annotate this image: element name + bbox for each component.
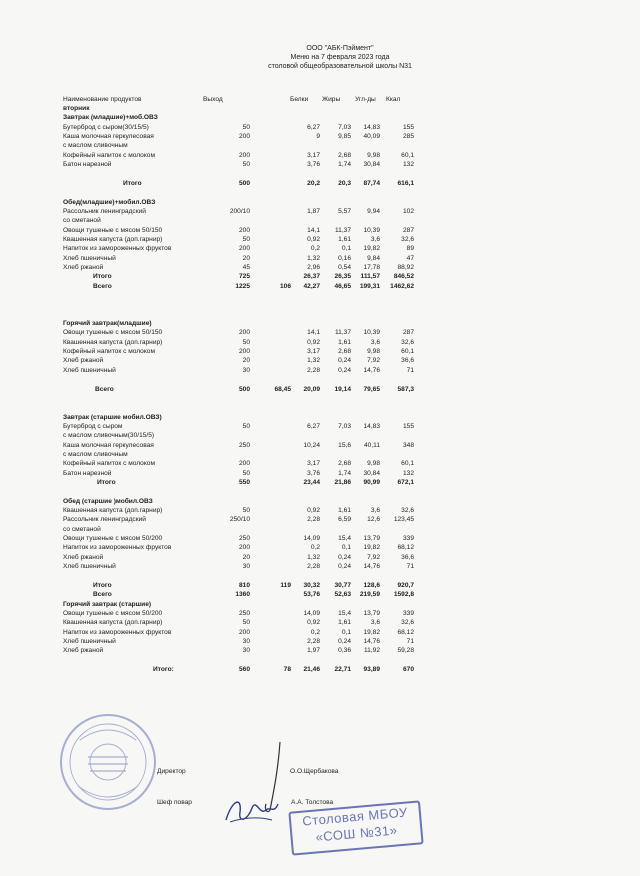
item-fat: 0,1	[341, 245, 351, 253]
item-name: со сметаной	[63, 217, 101, 225]
item-fat: 19,14	[334, 385, 351, 393]
item-output: 50	[242, 422, 250, 430]
item-kcal: 155	[402, 123, 414, 131]
item-name: Хлеб ржаной	[63, 553, 104, 561]
item-output: 250	[238, 441, 250, 449]
item-kcal: 32,6	[401, 507, 414, 515]
item-name: Итого	[93, 273, 112, 281]
item-kcal: 36,6	[401, 553, 414, 561]
item-kcal: 32,6	[401, 338, 414, 346]
item-protein: 6,27	[307, 123, 320, 131]
item-kcal: 287	[402, 226, 414, 234]
item-protein: 1,32	[307, 553, 320, 561]
item-kcal: 88,92	[397, 263, 414, 271]
item-output: 50	[242, 235, 250, 243]
item-name: Напиток из замороженных фруктов	[63, 245, 172, 253]
item-carbs: 13,79	[363, 609, 380, 617]
item-kcal: 89	[406, 245, 414, 253]
item-fat: 7,03	[338, 123, 351, 131]
item-output: 200	[238, 348, 250, 356]
item-name: Овощи тушеные с мясом 50/150	[63, 329, 163, 337]
item-output: 500	[238, 385, 250, 393]
header-menu-date: Меню на 7 февраля 2023 года	[290, 54, 390, 61]
item-name: Всего	[93, 591, 112, 599]
item-output: 1360	[235, 591, 250, 599]
item-fat: 46,65	[334, 282, 351, 290]
col-out-header: Выход	[203, 96, 223, 103]
item-fat: 0,1	[341, 628, 351, 636]
item-name: Батон нарезной	[63, 469, 112, 477]
item-fat: 15,4	[338, 535, 351, 543]
item-output: 200	[238, 151, 250, 159]
item-carbs: 3,6	[370, 235, 380, 243]
item-carbs: 11,92	[363, 647, 380, 655]
item-protein: 3,17	[307, 460, 320, 468]
item-carbs: 7,92	[367, 553, 380, 561]
item-output: 200/10	[229, 207, 250, 215]
item-protein: 3,17	[307, 151, 320, 159]
item-output: 200	[238, 628, 250, 636]
item-name: Квашенная капуста (доп.гарнир)	[63, 235, 163, 243]
item-fat: 21,86	[334, 479, 351, 486]
item-protein: 0,92	[307, 507, 320, 515]
item-output: 1225	[235, 282, 250, 290]
item-carbs: 14,76	[363, 366, 380, 374]
col-carbs-header: Угл-ды	[355, 96, 376, 103]
item-protein: 0,92	[307, 619, 320, 627]
item-carbs: 9,98	[367, 151, 380, 159]
item-fat: 1,61	[338, 338, 351, 346]
item-kcal: 616,1	[397, 179, 414, 187]
item-protein: 14,1	[307, 329, 320, 337]
item-output: 30	[242, 647, 250, 655]
item-kcal: 846,52	[393, 273, 414, 281]
item-output: 30	[242, 563, 250, 571]
item-protein: 20,09	[303, 385, 320, 393]
item-carbs: 199,31	[359, 282, 380, 290]
item-name: Каша молочная геркулесовая	[63, 441, 154, 449]
item-name: Напиток из замороженных фруктов	[63, 628, 172, 636]
item-carbs: 87,74	[363, 179, 380, 187]
item-output: 560	[238, 666, 250, 673]
item-output: 200	[238, 245, 250, 253]
item-protein: 53,76	[303, 591, 320, 599]
item-protein: 1,97	[307, 647, 320, 655]
item-name: Обед(младшие)+мобил.ОВЗ	[63, 198, 156, 206]
item-name: вторник	[63, 105, 90, 112]
item-name: Квашенная капуста (доп.гарнир)	[63, 507, 163, 515]
item-fat: 0,24	[338, 637, 351, 645]
item-fat: 1,61	[338, 619, 351, 627]
item-output: 810	[238, 581, 250, 589]
item-fat: 30,77	[334, 581, 351, 589]
item-carbs: 14,76	[363, 637, 380, 645]
item-protein: 3,17	[307, 348, 320, 356]
item-carbs: 30,84	[363, 161, 380, 169]
director-name: О.О.Щербакова	[290, 768, 339, 775]
item-protein: 0,92	[307, 338, 320, 346]
item-name: Завтрак (старшие мобил.ОВЗ)	[63, 413, 162, 421]
item-fat: 1,61	[338, 507, 351, 515]
item-fat: 15,6	[338, 441, 351, 449]
item-kcal: 285	[402, 133, 414, 141]
header-school: столовой общеобразовательной школы N31	[268, 63, 412, 70]
item-name: Квашенная капуста (доп.гарнир)	[63, 619, 163, 627]
col-fat-header: Жиры	[322, 96, 341, 103]
item-fat: 20,3	[338, 179, 351, 187]
item-name: со сметаной	[63, 525, 101, 533]
item-fat: 0,16	[338, 254, 351, 262]
item-carbs: 10,39	[363, 329, 380, 337]
item-kcal: 60,1	[401, 460, 414, 468]
item-fat: 6,59	[338, 516, 351, 524]
item-kcal: 132	[402, 469, 414, 477]
round-seal	[58, 712, 158, 812]
table-row	[0, 665, 640, 675]
item-name: Кофейный напиток с молоком	[63, 348, 156, 356]
item-output: 50	[242, 619, 250, 627]
item-kcal: 68,12	[397, 628, 414, 636]
item-carbs: 90,99	[363, 479, 380, 486]
item-kcal: 587,3	[397, 385, 414, 393]
item-protein: 0,92	[307, 235, 320, 243]
item-protein: 14,1	[307, 226, 320, 234]
item-name: Горячий завтрак (старшие)	[63, 600, 152, 608]
canteen-stamp: Столовая МБОУ «СОШ №31»	[288, 800, 423, 855]
item-protein: 0,2	[310, 245, 320, 253]
item-kcal: 32,6	[401, 619, 414, 627]
item-weight: 78	[283, 666, 291, 673]
item-output: 200	[238, 460, 250, 468]
item-carbs: 3,6	[370, 338, 380, 346]
item-weight: 106	[279, 282, 291, 290]
item-protein: 21,46	[303, 666, 320, 673]
item-output: 30	[242, 637, 250, 645]
item-carbs: 111,57	[360, 273, 380, 281]
item-protein: 30,32	[303, 581, 320, 589]
item-carbs: 3,6	[370, 507, 380, 515]
item-name: Хлеб пшеничный	[63, 254, 116, 262]
item-fat: 0,54	[338, 263, 351, 271]
item-output: 50	[242, 338, 250, 346]
item-protein: 2,96	[307, 263, 320, 271]
item-carbs: 19,82	[363, 628, 380, 636]
item-weight: 119	[280, 581, 291, 589]
item-name: Овощи тушеные с мясом 50/200	[63, 609, 163, 617]
item-carbs: 3,6	[370, 619, 380, 627]
item-protein: 9	[316, 133, 320, 141]
item-fat: 9,85	[338, 133, 351, 141]
item-kcal: 36,6	[401, 357, 414, 365]
item-name: с маслом сливочным(30/15/5)	[63, 432, 155, 440]
item-protein: 2,28	[307, 366, 320, 374]
item-weight: 68,45	[274, 385, 291, 393]
item-name: Хлеб ржаной	[63, 357, 104, 365]
item-output: 50	[242, 161, 250, 169]
item-carbs: 9,98	[367, 460, 380, 468]
item-fat: 1,74	[338, 469, 351, 477]
item-protein: 23,44	[303, 479, 320, 486]
item-output: 20	[242, 254, 250, 262]
item-output: 250	[238, 535, 250, 543]
item-name: Кофейный напиток с молоком	[63, 151, 156, 159]
item-carbs: 19,82	[363, 245, 380, 253]
item-protein: 10,24	[303, 441, 320, 449]
item-protein: 3,76	[307, 161, 320, 169]
item-name: с маслом сливочным	[63, 450, 128, 458]
item-protein: 0,2	[310, 544, 320, 552]
item-kcal: 1462,62	[390, 282, 414, 290]
item-fat: 2,68	[338, 348, 351, 356]
item-kcal: 348	[402, 441, 414, 449]
item-carbs: 219,59	[359, 591, 380, 599]
item-protein: 1,87	[307, 207, 320, 215]
item-name: Завтрак (младшие)+моб.ОВЗ	[63, 114, 158, 122]
item-carbs: 10,39	[363, 226, 380, 234]
item-protein: 26,37	[303, 273, 320, 281]
item-output: 200	[238, 329, 250, 337]
item-protein: 14,09	[303, 535, 320, 543]
item-carbs: 128,6	[363, 581, 380, 589]
item-protein: 3,76	[307, 469, 320, 477]
item-output: 250	[238, 609, 250, 617]
item-kcal: 59,28	[397, 647, 414, 655]
item-fat: 2,68	[338, 151, 351, 159]
item-carbs: 17,78	[363, 263, 380, 271]
item-name: Хлеб пшеничный	[63, 637, 116, 645]
item-name: Хлеб пшеничный	[63, 366, 116, 374]
item-kcal: 60,1	[401, 348, 414, 356]
director-label: Директор	[157, 768, 186, 775]
item-fat: 0,24	[338, 357, 351, 365]
item-kcal: 339	[402, 609, 414, 617]
item-kcal: 920,7	[397, 581, 414, 589]
item-carbs: 9,98	[367, 348, 380, 356]
chef-label: Шеф повар	[157, 799, 192, 806]
item-name: Кофейный напиток с молоком	[63, 460, 156, 468]
item-name: Хлеб пшеничный	[63, 563, 116, 571]
item-carbs: 30,84	[363, 469, 380, 477]
item-kcal: 60,1	[401, 151, 414, 159]
item-name: Напиток из замороженных фруктов	[63, 544, 172, 552]
item-output: 550	[238, 479, 250, 486]
item-name: Рассольник ленинградский	[63, 207, 146, 215]
item-name: Овощи тушеные с мясом 50/200	[63, 535, 163, 543]
item-protein: 2,28	[307, 516, 320, 524]
item-protein: 1,32	[307, 254, 320, 262]
item-carbs: 14,76	[363, 563, 380, 571]
item-protein: 2,28	[307, 563, 320, 571]
item-carbs: 14,83	[363, 422, 380, 430]
item-output: 200	[238, 544, 250, 552]
item-kcal: 71	[406, 637, 414, 645]
item-carbs: 93,89	[363, 666, 380, 673]
item-kcal: 1592,8	[393, 591, 414, 599]
item-name: Рассольник ленинградский	[63, 516, 146, 524]
item-name: Квашенная капуста (доп.гарнир)	[63, 338, 163, 346]
item-output: 45	[242, 263, 250, 271]
item-kcal: 123,45	[393, 516, 414, 524]
item-name: Итого:	[153, 666, 174, 673]
item-fat: 52,63	[334, 591, 351, 599]
item-fat: 11,37	[334, 329, 351, 337]
item-fat: 26,35	[334, 273, 351, 281]
item-carbs: 40,11	[363, 441, 380, 449]
item-carbs: 14,83	[363, 123, 380, 131]
item-output: 200	[238, 133, 250, 141]
item-kcal: 68,12	[397, 544, 414, 552]
item-fat: 0,24	[338, 553, 351, 561]
item-name: Обед (старшие )мобил.ОВЗ	[63, 497, 153, 505]
item-protein: 6,27	[307, 422, 320, 430]
item-output: 200	[238, 226, 250, 234]
item-kcal: 287	[402, 329, 414, 337]
item-kcal: 71	[406, 563, 414, 571]
item-carbs: 9,84	[367, 254, 380, 262]
item-output: 20	[242, 553, 250, 561]
item-carbs: 12,6	[367, 516, 380, 524]
item-fat: 1,74	[338, 161, 351, 169]
item-output: 30	[242, 366, 250, 374]
item-fat: 0,1	[341, 544, 351, 552]
item-carbs: 13,79	[363, 535, 380, 543]
item-name: Итого	[97, 479, 116, 486]
item-fat: 0,24	[338, 563, 351, 571]
item-fat: 5,57	[338, 207, 351, 215]
col-kcal-header: Ккал	[386, 96, 401, 103]
item-fat: 11,37	[334, 226, 351, 234]
item-kcal: 155	[402, 422, 414, 430]
item-name: Итого	[93, 581, 112, 589]
item-protein: 1,32	[307, 357, 320, 365]
item-fat: 22,71	[334, 666, 351, 673]
item-protein: 2,28	[307, 637, 320, 645]
item-name: Овощи тушеные с мясом 50/150	[63, 226, 163, 234]
item-output: 20	[242, 357, 250, 365]
item-fat: 0,24	[338, 366, 351, 374]
item-fat: 2,68	[338, 460, 351, 468]
item-name: Бутерброд с сыром(30/15/5)	[63, 123, 149, 131]
item-output: 50	[242, 507, 250, 515]
item-output: 500	[238, 179, 250, 187]
item-carbs: 19,82	[363, 544, 380, 552]
item-name: Хлеб ржаной	[63, 647, 104, 655]
item-protein: 0,2	[310, 628, 320, 636]
item-name: Бутерброд с сыром	[63, 422, 123, 430]
item-carbs: 7,92	[367, 357, 380, 365]
item-kcal: 47	[406, 254, 414, 262]
col-protein-header: Белки	[290, 96, 309, 103]
item-protein: 20,2	[307, 179, 320, 187]
item-kcal: 32,6	[401, 235, 414, 243]
item-protein: 42,27	[303, 282, 320, 290]
item-name: с маслом сливочным	[63, 142, 128, 150]
chef-name: А.А. Толстова	[291, 799, 334, 806]
header-org: ООО "АБК-Пэймент"	[306, 45, 374, 52]
item-output: 50	[242, 469, 250, 477]
item-kcal: 71	[406, 366, 414, 374]
item-kcal: 102	[402, 207, 414, 215]
item-output: 250/10	[229, 516, 250, 524]
item-fat: 15,4	[338, 609, 351, 617]
item-fat: 7,03	[338, 422, 351, 430]
item-name: Всего	[95, 385, 114, 393]
item-kcal: 672,1	[397, 479, 414, 486]
item-name: Хлеб ржаной	[63, 263, 104, 271]
col-name-header: Наименование продуктов	[63, 96, 142, 103]
item-carbs: 40,09	[363, 133, 380, 141]
item-carbs: 9,94	[367, 207, 380, 215]
item-fat: 1,61	[338, 235, 351, 243]
item-output: 725	[238, 273, 250, 281]
item-name: Всего	[93, 282, 112, 290]
item-fat: 0,36	[338, 647, 351, 655]
item-name: Каша молочная геркулесовая	[63, 133, 154, 141]
item-output: 50	[242, 123, 250, 131]
item-kcal: 132	[402, 161, 414, 169]
item-carbs: 79,65	[363, 385, 380, 393]
item-name: Батон нарезной	[63, 161, 112, 169]
item-protein: 14,09	[303, 609, 320, 617]
item-name: Горячий завтрак(младшие)	[63, 320, 152, 328]
item-kcal: 339	[402, 535, 414, 543]
item-kcal: 670	[402, 666, 414, 673]
item-name: Итого	[123, 179, 142, 187]
chef-signature	[222, 790, 282, 830]
